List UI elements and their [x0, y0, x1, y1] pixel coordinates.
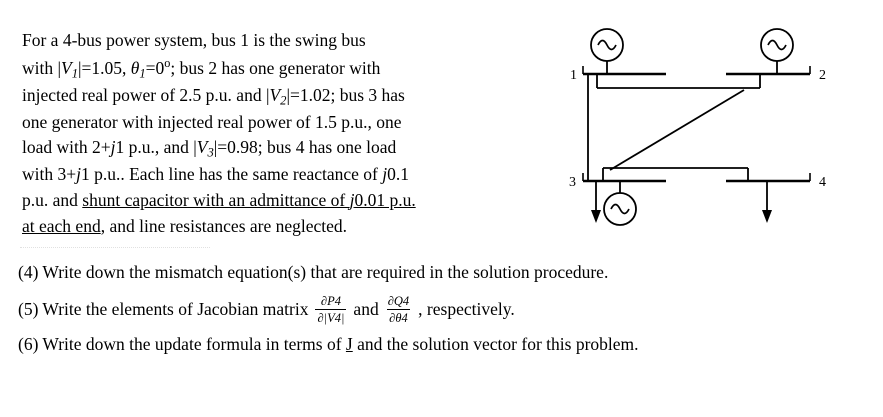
- questions-list: [18, 262, 818, 364]
- problem-statement: [22, 28, 542, 239]
- question-4-text: Write down the mismatch equation(s) that are required in the solution procedure.: [42, 262, 609, 282]
- question-5: [18, 294, 818, 325]
- problem-line-6: with 3+j1 p.u.. Each line has the same reactance of j0.1: [22, 164, 409, 185]
- question-4: [18, 262, 818, 283]
- fraction-2-denominator: ∂θ4: [389, 311, 408, 325]
- generator-sine-bus-3: [611, 205, 629, 214]
- bus-label-1: 1: [570, 68, 577, 83]
- problem-line-5: load with 2+j1 p.u., and $|V_3|=0.98$; bus 4 has one load: [22, 137, 397, 160]
- question-6: [18, 334, 818, 355]
- question-5-text-before: Write the elements of Jacobian matrix: [42, 299, 309, 319]
- question-5-conjunction: and: [353, 299, 379, 319]
- line-2-3-diagonal: [610, 90, 744, 170]
- question-6-text: Write down the update formula in terms of J and the solution vector for this problem.: [42, 334, 639, 354]
- fraction-1-denominator: ∂|V4|: [317, 311, 345, 325]
- problem-line-3: injected real power of 2.5 p.u. and $|V_2|=1.02$; bus 3 has: [22, 84, 405, 108]
- problem-line-8: at each end, and line resistances are neglected.: [22, 215, 348, 236]
- faint-divider: [20, 247, 210, 248]
- bus-label-4: 4: [819, 175, 826, 190]
- generator-sine-bus-2: [768, 41, 786, 50]
- partial-derivative-p4-v4: [315, 294, 346, 325]
- problem-line-1: For a 4-bus power system, bus 1 is the swing bus: [22, 30, 366, 50]
- partial-derivative-q4-theta4: [386, 294, 411, 325]
- question-5-number: (5): [18, 299, 39, 319]
- question-5-text-after: , respectively.: [418, 299, 515, 319]
- problem-line-7: p.u. and shunt capacitor with an admittance of j0.01 p.u.: [22, 190, 416, 211]
- question-4-number: (4): [18, 262, 39, 282]
- problem-line-4: one generator with injected real power of 1.5 p.u., one: [22, 111, 402, 132]
- fraction-1-numerator: ∂P4: [320, 294, 341, 308]
- fraction-2-numerator: ∂Q4: [387, 294, 410, 308]
- power-system-diagram: [548, 18, 868, 243]
- load-arrow-bus-3: [591, 210, 601, 223]
- load-arrow-bus-4: [762, 210, 772, 223]
- generator-sine-bus-1: [598, 41, 616, 50]
- question-6-number: (6): [18, 334, 39, 354]
- problem-line-2: with $|V_1|=1.05$, $\theta_1=0^o$; bus 2 has one generator with: [22, 55, 381, 81]
- bus-label-3: 3: [569, 175, 576, 190]
- bus-label-2: 2: [819, 68, 826, 83]
